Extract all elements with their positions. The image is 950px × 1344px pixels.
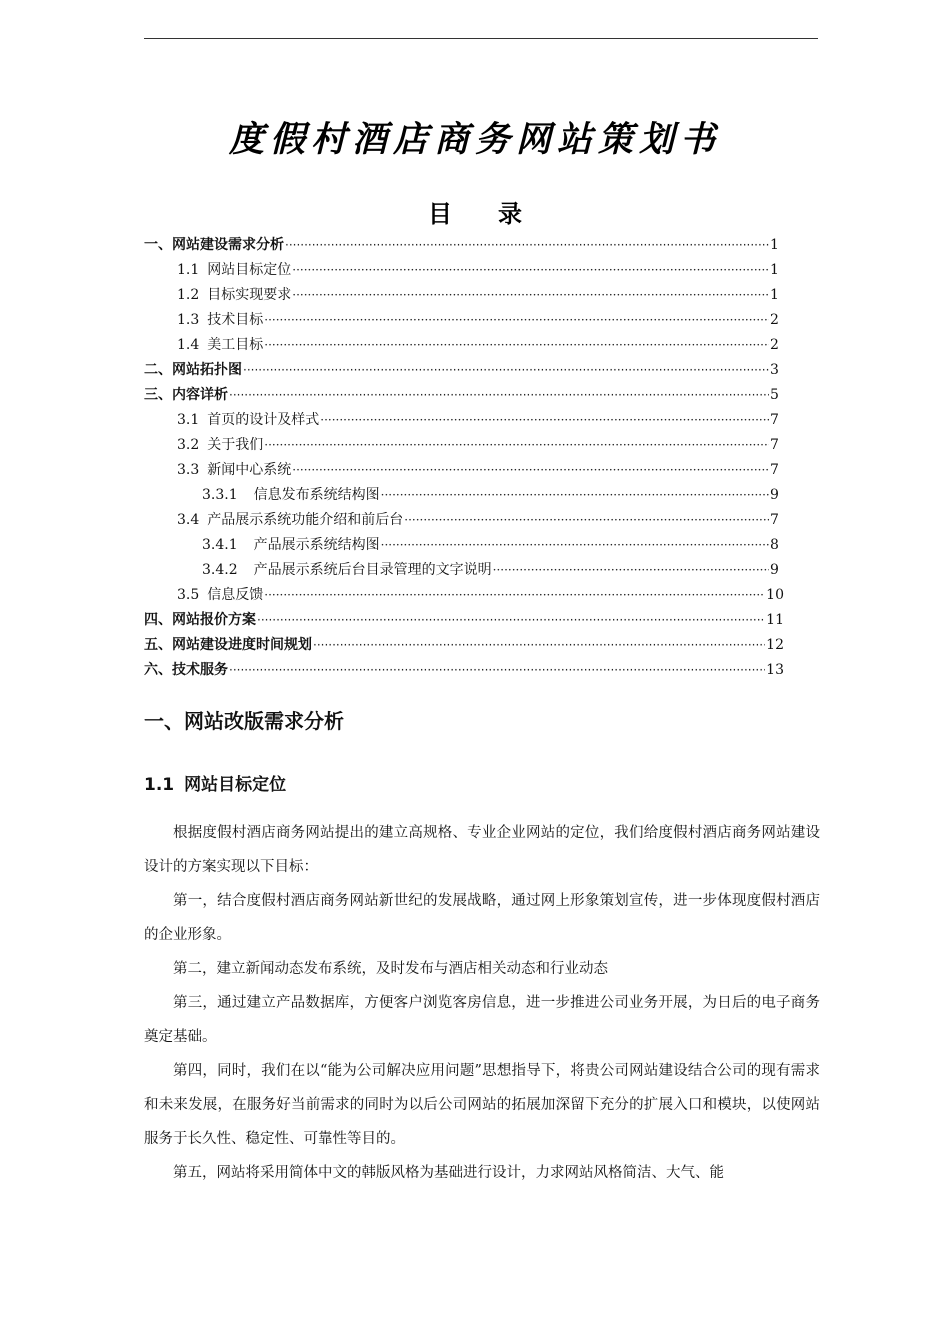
toc-entry-page: 9 — [770, 487, 779, 503]
toc-entry-page: 1 — [770, 287, 779, 303]
toc-entry[interactable] — [144, 508, 784, 533]
subsection-heading — [144, 770, 286, 795]
toc-entry-label: 目标实现要求 — [207, 287, 292, 303]
toc-heading-right: 录 — [498, 200, 522, 228]
toc-entry-number: 1.2 — [177, 287, 200, 303]
toc-entry-page: 3 — [770, 362, 779, 378]
toc-dot-leader — [264, 308, 769, 333]
body-paragraph: 第五，网站将采用简体中文的韩版风格为基础进行设计，力求网站风格简洁、大气、能 — [173, 1165, 724, 1181]
toc-entry[interactable] — [144, 358, 784, 383]
toc-entry-number: 3.3.1 — [202, 487, 238, 503]
toc-entry-page: 8 — [770, 537, 779, 553]
toc-entry[interactable] — [144, 283, 784, 308]
toc-dot-leader — [264, 333, 769, 358]
toc-entry-page: 5 — [770, 387, 779, 403]
toc-entry[interactable] — [144, 483, 784, 508]
toc-dot-leader — [292, 458, 769, 483]
toc-entry-label: 四、网站报价方案 — [144, 612, 256, 628]
body-paragraph: 第二，建立新闻动态发布系统，及时发布与酒店相关动态和行业动态 — [173, 961, 608, 977]
subsection-number: 1.1 — [144, 775, 175, 795]
toc-entry-label: 六、技术服务 — [144, 662, 228, 678]
toc-entry-page: 7 — [770, 412, 779, 428]
toc-entry-label: 美工目标 — [207, 337, 264, 353]
toc-entry-number: 1.4 — [177, 337, 200, 353]
toc-entry-page: 13 — [766, 662, 784, 678]
toc-entry-page: 11 — [766, 612, 784, 628]
toc-entry-label: 产品展示系统后台目录管理的文字说明 — [253, 562, 492, 578]
toc-entry-number: 3.4.2 — [202, 562, 238, 578]
toc-entry-label: 首页的设计及样式 — [207, 412, 320, 428]
toc-entry-label: 网站目标定位 — [207, 262, 292, 278]
toc-entry-number: 3.3 — [177, 462, 200, 478]
toc-dot-leader — [292, 258, 769, 283]
toc-dot-leader — [229, 383, 769, 408]
toc-entry[interactable] — [144, 633, 784, 658]
toc-dot-leader — [381, 533, 769, 558]
body-paragraph: 根据度假村酒店商务网站提出的建立高规格、专业企业网站的定位，我们给度假村酒店商务网站建设设计的方案实现以下目标： — [144, 825, 820, 875]
toc-entry-page: 10 — [766, 587, 784, 603]
toc-entry[interactable] — [144, 258, 784, 283]
body-paragraph: 第三，通过建立产品数据库，方便客户浏览客房信息，进一步推进公司业务开展，为日后的电子商务奠定基础。 — [144, 995, 820, 1045]
toc-entry-number: 3.2 — [177, 437, 200, 453]
toc-entry-number: 3.4.1 — [202, 537, 238, 553]
toc-entry-number: 3.1 — [177, 412, 200, 428]
toc-entry-label: 信息反馈 — [207, 587, 264, 603]
toc-dot-leader — [381, 483, 769, 508]
toc-entry-label: 三、内容详析 — [144, 387, 228, 403]
section-heading: 一、网站改版需求分析 — [144, 709, 344, 733]
toc-entry-page: 2 — [770, 312, 779, 328]
toc-dot-leader — [264, 433, 769, 458]
toc-entry-label: 五、网站建设进度时间规划 — [144, 637, 312, 653]
document-title: 度假村酒店商务网站策划书 — [228, 119, 721, 160]
section-body — [144, 816, 820, 1190]
toc-heading-left: 目 — [428, 200, 452, 228]
toc-dot-leader — [243, 358, 769, 383]
toc-dot-leader — [285, 233, 769, 258]
toc-entry-page: 9 — [770, 562, 779, 578]
toc-entry[interactable] — [144, 458, 784, 483]
toc-dot-leader — [229, 658, 765, 683]
toc-entry-page: 12 — [766, 637, 784, 653]
toc-entry-label: 二、网站拓扑图 — [144, 362, 242, 378]
toc-entry-page: 1 — [770, 262, 779, 278]
toc-entry-label: 产品展示系统结构图 — [253, 537, 380, 553]
toc-entry-label: 信息发布系统结构图 — [253, 487, 380, 503]
subsection-title: 网站目标定位 — [184, 775, 287, 795]
toc-entry-number: 1.1 — [177, 262, 200, 278]
body-paragraph: 第一，结合度假村酒店商务网站新世纪的发展战略，通过网上形象策划宣传，进一步体现度假村酒店的企业形象。 — [144, 893, 820, 943]
toc-entry-number: 3.4 — [177, 512, 200, 528]
toc-dot-leader — [404, 508, 769, 533]
toc-dot-leader — [320, 408, 769, 433]
table-of-contents — [144, 233, 784, 683]
toc-entry[interactable] — [144, 408, 784, 433]
toc-entry[interactable] — [144, 383, 784, 408]
toc-dot-leader — [493, 558, 769, 583]
toc-entry-page: 7 — [770, 462, 779, 478]
toc-entry[interactable] — [144, 608, 784, 633]
toc-entry[interactable] — [144, 558, 784, 583]
toc-entry[interactable] — [144, 658, 784, 683]
toc-dot-leader — [313, 633, 765, 658]
toc-dot-leader — [264, 583, 765, 608]
toc-heading — [0, 194, 950, 229]
toc-entry-page: 7 — [770, 437, 779, 453]
toc-entry-page: 7 — [770, 512, 779, 528]
toc-entry[interactable] — [144, 308, 784, 333]
toc-entry-page: 1 — [770, 237, 779, 253]
toc-entry[interactable] — [144, 433, 784, 458]
toc-entry[interactable] — [144, 583, 784, 608]
toc-entry[interactable] — [144, 533, 784, 558]
toc-entry-page: 2 — [770, 337, 779, 353]
toc-dot-leader — [257, 608, 765, 633]
toc-entry-label: 技术目标 — [207, 312, 264, 328]
toc-entry[interactable] — [144, 333, 784, 358]
toc-entry-number: 1.3 — [177, 312, 200, 328]
toc-entry-label: 关于我们 — [207, 437, 264, 453]
header-rule — [144, 38, 818, 39]
body-paragraph: 第四，同时，我们在以“能为公司解决应用问题”思想指导下，将贵公司网站建设结合公司的现有需求和未来发展，在服务好当前需求的同时为以后公司网站的拓展加深留下充分的扩展入口和模块，以使网站服务于长久性、稳定性、可靠性等目的。 — [144, 1063, 820, 1147]
toc-entry-label: 产品展示系统功能介绍和前后台 — [207, 512, 404, 528]
toc-dot-leader — [292, 283, 769, 308]
toc-entry-label: 新闻中心系统 — [207, 462, 292, 478]
toc-entry[interactable] — [144, 233, 784, 258]
toc-entry-number: 3.5 — [177, 587, 200, 603]
toc-entry-label: 一、网站建设需求分析 — [144, 237, 284, 253]
